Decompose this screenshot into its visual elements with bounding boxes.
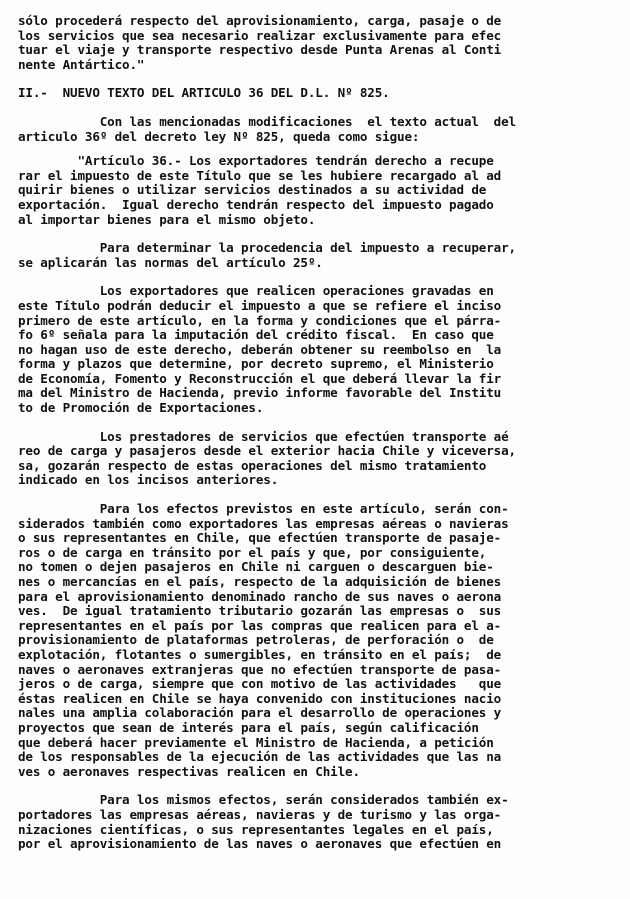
text-line: ros o de carga en tránsito por el país y que, por consiguiente,	[18, 544, 487, 560]
heading-line: II.- NUEVO TEXTO DEL ARTICULO 36 DEL D.L. Nº 825.	[18, 85, 390, 101]
text-line: de Economía, Fomento y Reconstrucción el que deberá llevar la fir	[18, 370, 502, 386]
text-line: sa, gozarán respecto de estas operaciones del mismo tratamiento	[18, 457, 487, 473]
text-line: provisionamiento de plataformas petroleras, de perforación o de	[18, 632, 494, 648]
text-line: ves. De igual tratamiento tributario gozarán las empresas o sus	[18, 603, 502, 619]
text-line: tuar el viaje y transporte respectivo desde Punta Arenas al Conti	[18, 42, 502, 58]
section-heading	[18, 86, 616, 101]
paragraph-continuation	[18, 14, 616, 72]
text-line: rar el impuesto de este Título que se les hubiere recargado al ad	[18, 167, 502, 183]
text-line: que deberá hacer previamente el Ministro de Hacienda, a petición	[18, 734, 494, 750]
paragraph-article-36	[18, 154, 616, 227]
text-line: Con las mencionadas modificaciones el texto actual del	[18, 113, 516, 129]
text-line: "Artículo 36.- Los exportadores tendrán derecho a recupe	[18, 153, 494, 169]
text-line: exportación. Igual derecho tendrán respecto del impuesto pagado	[18, 196, 494, 212]
text-line: primero de este artículo, en la forma y condiciones que el párra-	[18, 312, 502, 328]
paragraph-considered-exporters	[18, 502, 616, 779]
paragraph-determine	[18, 241, 616, 270]
text-line: nizaciones científicas, o sus representantes legales en el país,	[18, 821, 494, 837]
paragraph-exporters	[18, 284, 616, 415]
paragraph-intro	[18, 115, 616, 144]
text-line: representantes en el país por las compras que realicen para el a-	[18, 617, 502, 633]
text-line: fo 6º señala para la imputación del crédito fiscal. En caso que	[18, 327, 494, 343]
text-line: de los responsables de la ejecución de las actividades que las na	[18, 749, 502, 765]
text-line: al importar bienes para el mismo objeto.	[18, 211, 316, 227]
text-line: nes o mercancías en el país, respecto de la adquisición de bienes	[18, 574, 502, 589]
text-line: sólo procederá respecto del aprovisionamiento, carga, pasaje o de	[18, 13, 502, 28]
paragraph-same-effects	[18, 793, 616, 851]
text-line: articulo 36º del decreto ley Nº 825, queda como sigue:	[18, 128, 420, 144]
text-line: nales una amplia colaboración para el desarrollo de operaciones y	[18, 705, 502, 721]
text-line: para el aprovisionamiento denominado rancho de sus naves o aerona	[18, 588, 502, 604]
text-line: indicado en los incisos anteriores.	[18, 472, 279, 488]
text-line: los servicios que sea necesario realizar exclusivamente para efec	[18, 27, 502, 43]
text-line: nente Antártico."	[18, 56, 145, 72]
text-line: siderados también como exportadores las empresas aéreas o navieras	[18, 515, 509, 531]
text-line: éstas realicen en Chile se haya convenido con instituciones nacio	[18, 690, 502, 706]
text-line: Los exportadores que realicen operaciones gravadas en	[18, 283, 494, 299]
text-line: ves o aeronaves respectivas realicen en Chile.	[18, 763, 360, 779]
text-line: este Título podrán deducir el impuesto a que se refiere el inciso	[18, 297, 502, 313]
text-line: ma del Ministro de Hacienda, previo informe favorable del Institu	[18, 385, 502, 401]
text-line: portadores las empresas aéreas, navieras y de turismo y las orga-	[18, 806, 502, 822]
text-line: no hagan uso de este derecho, deberán obtener su reembolso en la	[18, 341, 502, 357]
text-line: no tomen o dejen pasajeros en Chile ni carguen o descarguen bie-	[18, 559, 494, 575]
text-line: forma y plazos que determine, por decreto supremo, el Ministerio	[18, 356, 494, 372]
text-line: quirir bienes o utilizar servicios destinados a su actividad de	[18, 182, 487, 198]
text-line: naves o aeronaves extranjeras que no efectúen transporte de pasa-	[18, 661, 502, 677]
text-line: jeros o de carga, siempre que con motivo de las actividades que	[18, 676, 502, 692]
text-line: reo de carga y pasajeros desde el exterior hacia Chile y viceversa,	[18, 443, 516, 459]
text-line: o sus representantes en Chile, que efectúen transporte de pasaje-	[18, 530, 502, 546]
text-line: Para los mismos efectos, serán considerados también ex-	[18, 792, 509, 808]
text-line: Para los efectos previstos en este artículo, serán con-	[18, 501, 509, 517]
text-line: explotación, flotantes o sumergibles, en tránsito en el país; de	[18, 646, 502, 662]
text-line: por el aprovisionamiento de las naves o aeronaves que efectúen en	[18, 836, 502, 852]
text-line: proyectos que sean de interés para el país, según calificación	[18, 719, 479, 735]
paragraph-transport-services	[18, 430, 616, 488]
text-line: se aplicarán las normas del artículo 25º.	[18, 254, 323, 270]
text-line: to de Promoción de Exportaciones.	[18, 400, 264, 416]
text-line: Los prestadores de servicios que efectúen transporte aé	[18, 428, 509, 444]
text-line: Para determinar la procedencia del impuesto a recuperar,	[18, 240, 516, 256]
